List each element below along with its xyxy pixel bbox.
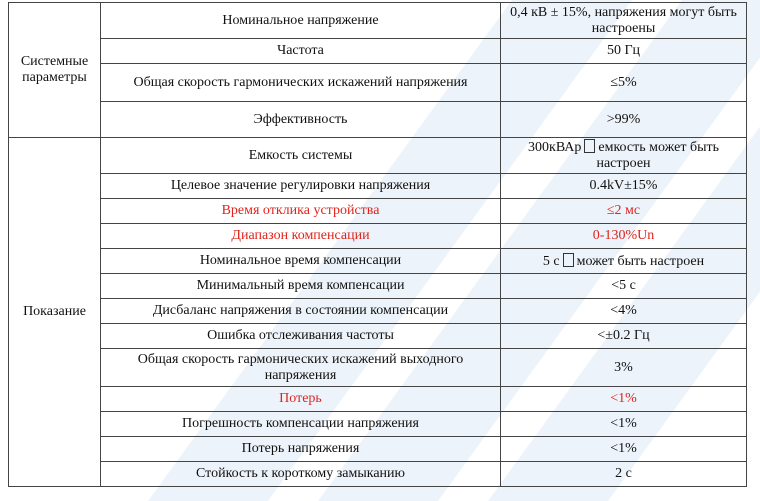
value-cell: 0-130%Un <box>501 224 747 249</box>
param-cell: Целевое значение регулировки напряжения <box>101 174 501 199</box>
param-cell: Номинальное время компенсации <box>101 249 501 274</box>
table-row <box>9 387 747 412</box>
table-row <box>9 462 747 487</box>
value-cell: 3% <box>501 349 747 387</box>
table-row <box>9 174 747 199</box>
param-cell: Диапазон компенсации <box>101 224 501 249</box>
missing-glyph-icon <box>584 139 595 153</box>
table-row <box>9 39 747 64</box>
table-row <box>9 64 747 102</box>
table-row <box>9 299 747 324</box>
value-cell: 0,4 кВ ± 15%, напряжения могут быть настроены <box>501 3 747 39</box>
table-row <box>9 224 747 249</box>
value-cell: <4% <box>501 299 747 324</box>
param-cell: Потерь <box>101 387 501 412</box>
value-cell: 2 с <box>501 462 747 487</box>
param-cell: Номинальное напряжение <box>101 3 501 39</box>
value-cell <box>501 249 747 274</box>
param-cell: Эффективность <box>101 102 501 138</box>
value-text: 300кВАр <box>528 140 582 155</box>
value-text: 5 с <box>542 253 560 269</box>
param-cell: Стойкость к короткому замыканию <box>101 462 501 487</box>
value-cell: 0.4kV±15% <box>501 174 747 199</box>
param-cell: Погрешность компенсации напряжения <box>101 412 501 437</box>
param-cell: Общая скорость гармонических искажений выходного напряжения <box>101 349 501 387</box>
value-cell: >99% <box>501 102 747 138</box>
value-cell: ≤2 мс <box>501 199 747 224</box>
table-row <box>9 274 747 299</box>
table-row <box>9 324 747 349</box>
table-row <box>9 349 747 387</box>
table-row <box>9 138 747 174</box>
table-row <box>9 412 747 437</box>
param-cell: Минимальный время компенсации <box>101 274 501 299</box>
value-cell: ≤5% <box>501 64 747 102</box>
table-row <box>9 437 747 462</box>
value-cell: <1% <box>501 437 747 462</box>
param-cell: Частота <box>101 39 501 64</box>
value-cell: <5 с <box>501 274 747 299</box>
value-text: может быть настроен <box>576 253 705 269</box>
param-cell: Емкость системы <box>101 138 501 174</box>
group-label: Системные параметры <box>9 3 101 138</box>
table-row <box>9 249 747 274</box>
param-cell: Время отклика устройства <box>101 199 501 224</box>
value-cell <box>501 138 747 174</box>
missing-glyph-icon <box>563 253 574 267</box>
value-cell: 50 Гц <box>501 39 747 64</box>
value-text: емкость может быть настроен <box>596 140 719 171</box>
table-row <box>9 102 747 138</box>
value-cell: <1% <box>501 412 747 437</box>
value-cell: <1% <box>501 387 747 412</box>
param-cell: Дисбаланс напряжения в состоянии компенсации <box>101 299 501 324</box>
value-cell: <±0.2 Гц <box>501 324 747 349</box>
spec-table <box>8 2 747 487</box>
param-cell: Общая скорость гармонических искажений напряжения <box>101 64 501 102</box>
table-row <box>9 3 747 39</box>
table-row <box>9 199 747 224</box>
param-cell: Ошибка отслеживания частоты <box>101 324 501 349</box>
group-label: Показание <box>9 138 101 487</box>
param-cell: Потерь напряжения <box>101 437 501 462</box>
